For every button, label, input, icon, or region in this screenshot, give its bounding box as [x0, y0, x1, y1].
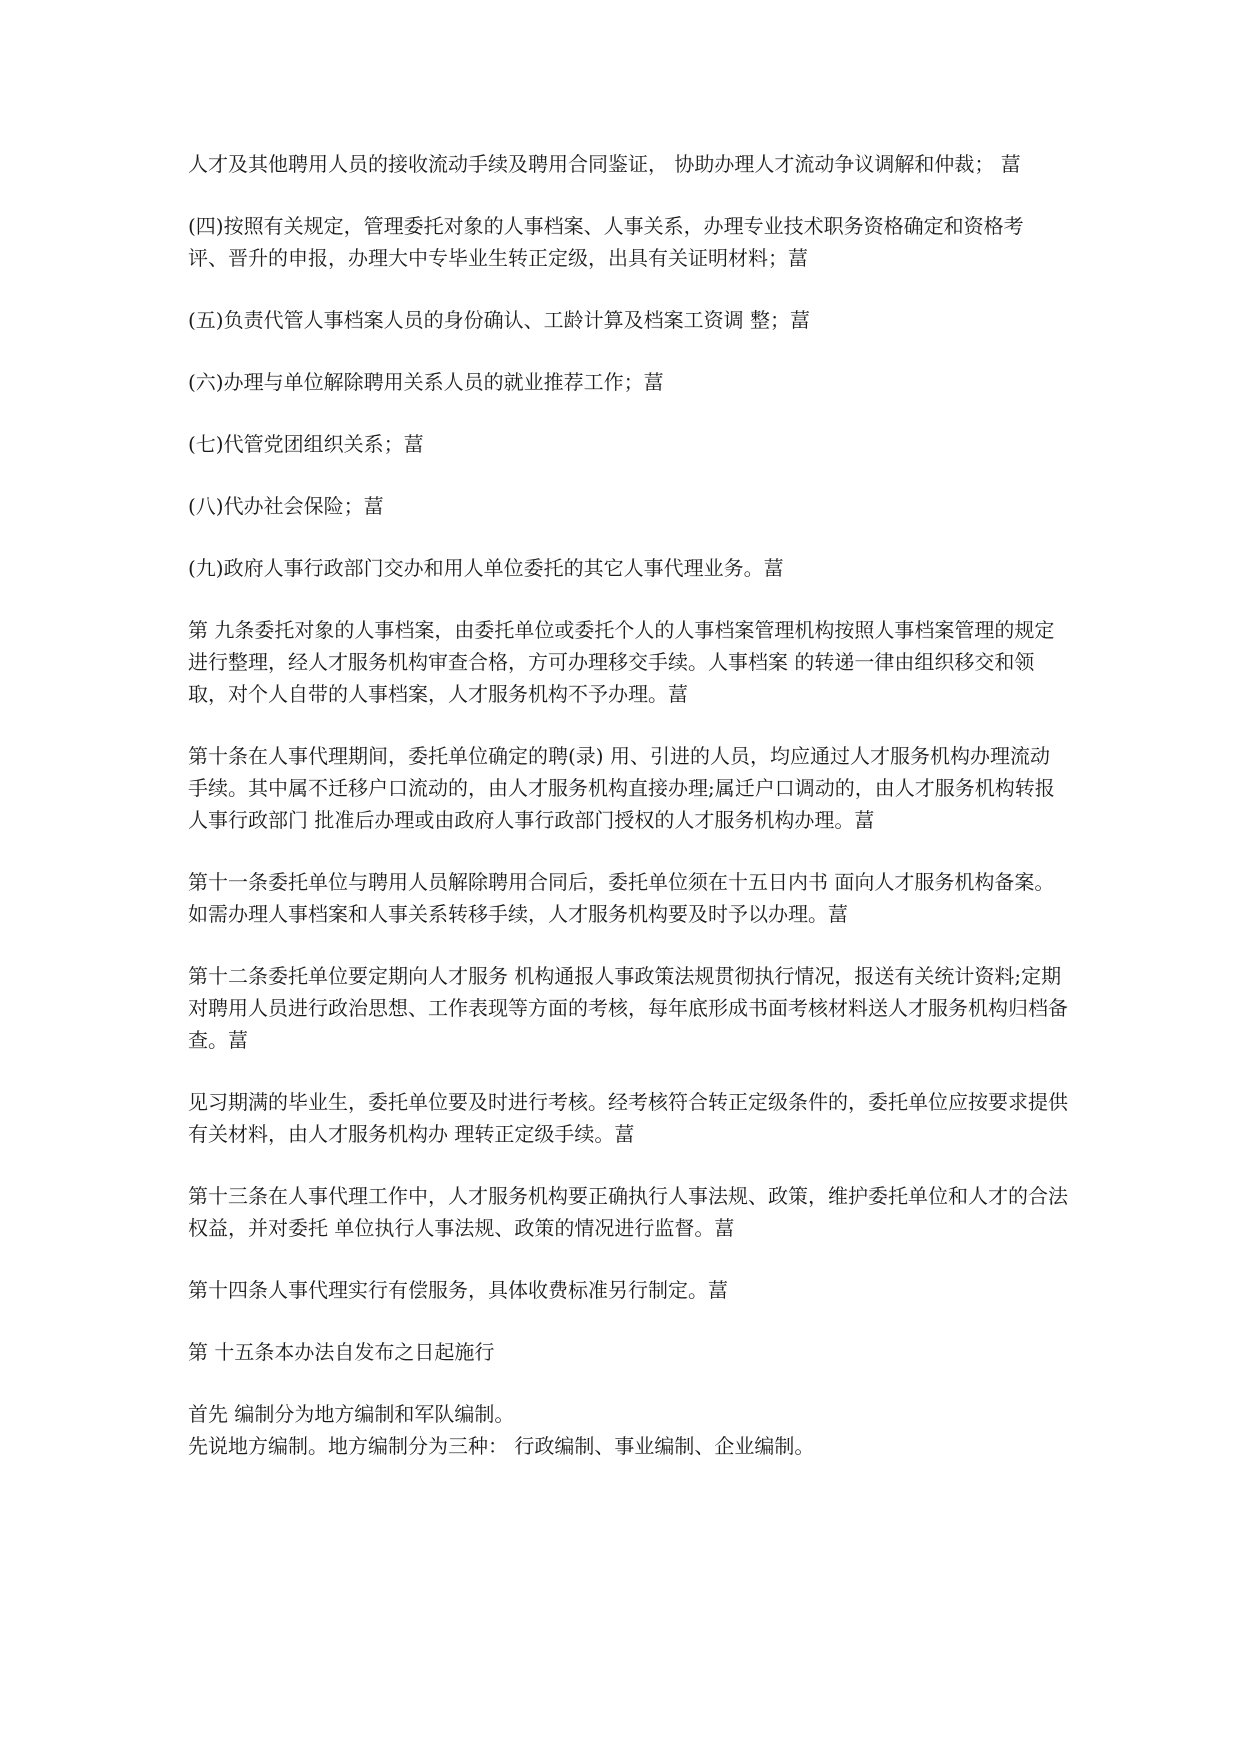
paragraph-3: (五)负责代管人事档案人员的身份确认、工龄计算及档案工资调 整；葍: [188, 308, 810, 332]
paragraph-7: (九)政府人事行政部门交办和用人单位委托的其它人事代理业务。葍: [188, 556, 784, 580]
paragraph-15: 第 十五条本办法自发布之日起施行: [188, 1340, 495, 1364]
paragraph-5: (七)代管党团组织关系；葍: [188, 432, 424, 456]
paragraph-8: 第 九条委托对象的人事档案，由委托单位或委托个人的人事档案管理机构按照人事档案管理的规定进行整理，经人才服务机构审查合格，方可办理移交手续。人事档案 的转递一律由组织移交和领取，对个人自带的人事档案，人才服务机构不予办理。葍: [188, 618, 1055, 706]
document-body: [188, 148, 1068, 1462]
paragraph-4: (六)办理与单位解除聘用关系人员的就业推荐工作；葍: [188, 370, 664, 394]
paragraph-14: 第十四条人事代理实行有偿服务，具体收费标准另行制定。葍: [188, 1278, 728, 1302]
paragraph-13: 第十三条在人事代理工作中，人才服务机构要正确执行人事法规、政策，维护委托单位和人才的合法权益，并对委托 单位执行人事法规、政策的情况进行监督。葍: [188, 1184, 1068, 1240]
paragraph-1: 人才及其他聘用人员的接收流动手续及聘用合同鉴证， 协助办理人才流动争议调解和仲裁； 葍: [188, 152, 1021, 176]
paragraph-6: (八)代办社会保险；葍: [188, 494, 384, 518]
paragraph-9: 第十条在人事代理期间，委托单位确定的聘(录) 用、引进的人员，均应通过人才服务机构办理流动手续。其中属不迁移户口流动的，由人才服务机构直接办理;属迁户口调动的，由人才服务机构转报人事行政部门 批准后办理或由政府人事行政部门授权的人才服务机构办理。葍: [188, 744, 1055, 832]
paragraph-17: 先说地方编制。地方编制分为三种： 行政编制、事业编制、企业编制。: [188, 1434, 815, 1458]
paragraph-11: 第十二条委托单位要定期向人才服务 机构通报人事政策法规贯彻执行情况，报送有关统计资料;定期对聘用人员进行政治思想、工作表现等方面的考核，每年底形成书面考核材料送人才服务机构归档备 查。葍: [188, 964, 1068, 1052]
paragraph-12: 见习期满的毕业生，委托单位要及时进行考核。经考核符合转正定级条件的，委托单位应按要求提供有关材料，由人才服务机构办 理转正定级手续。葍: [188, 1090, 1068, 1146]
paragraph-2: (四)按照有关规定，管理委托对象的人事档案、人事关系，办理专业技术职务资格确定和资格考 评、晋升的申报，办理大中专毕业生转正定级，出具有关证明材料；葍: [188, 214, 1024, 270]
paragraph-16: 首先 编制分为地方编制和军队编制。: [188, 1402, 515, 1426]
paragraph-10: 第十一条委托单位与聘用人员解除聘用合同后，委托单位须在十五日内书 面向人才服务机构备案。如需办理人事档案和人事关系转移手续，人才服务机构要及时予以办理。葍: [188, 870, 1055, 926]
